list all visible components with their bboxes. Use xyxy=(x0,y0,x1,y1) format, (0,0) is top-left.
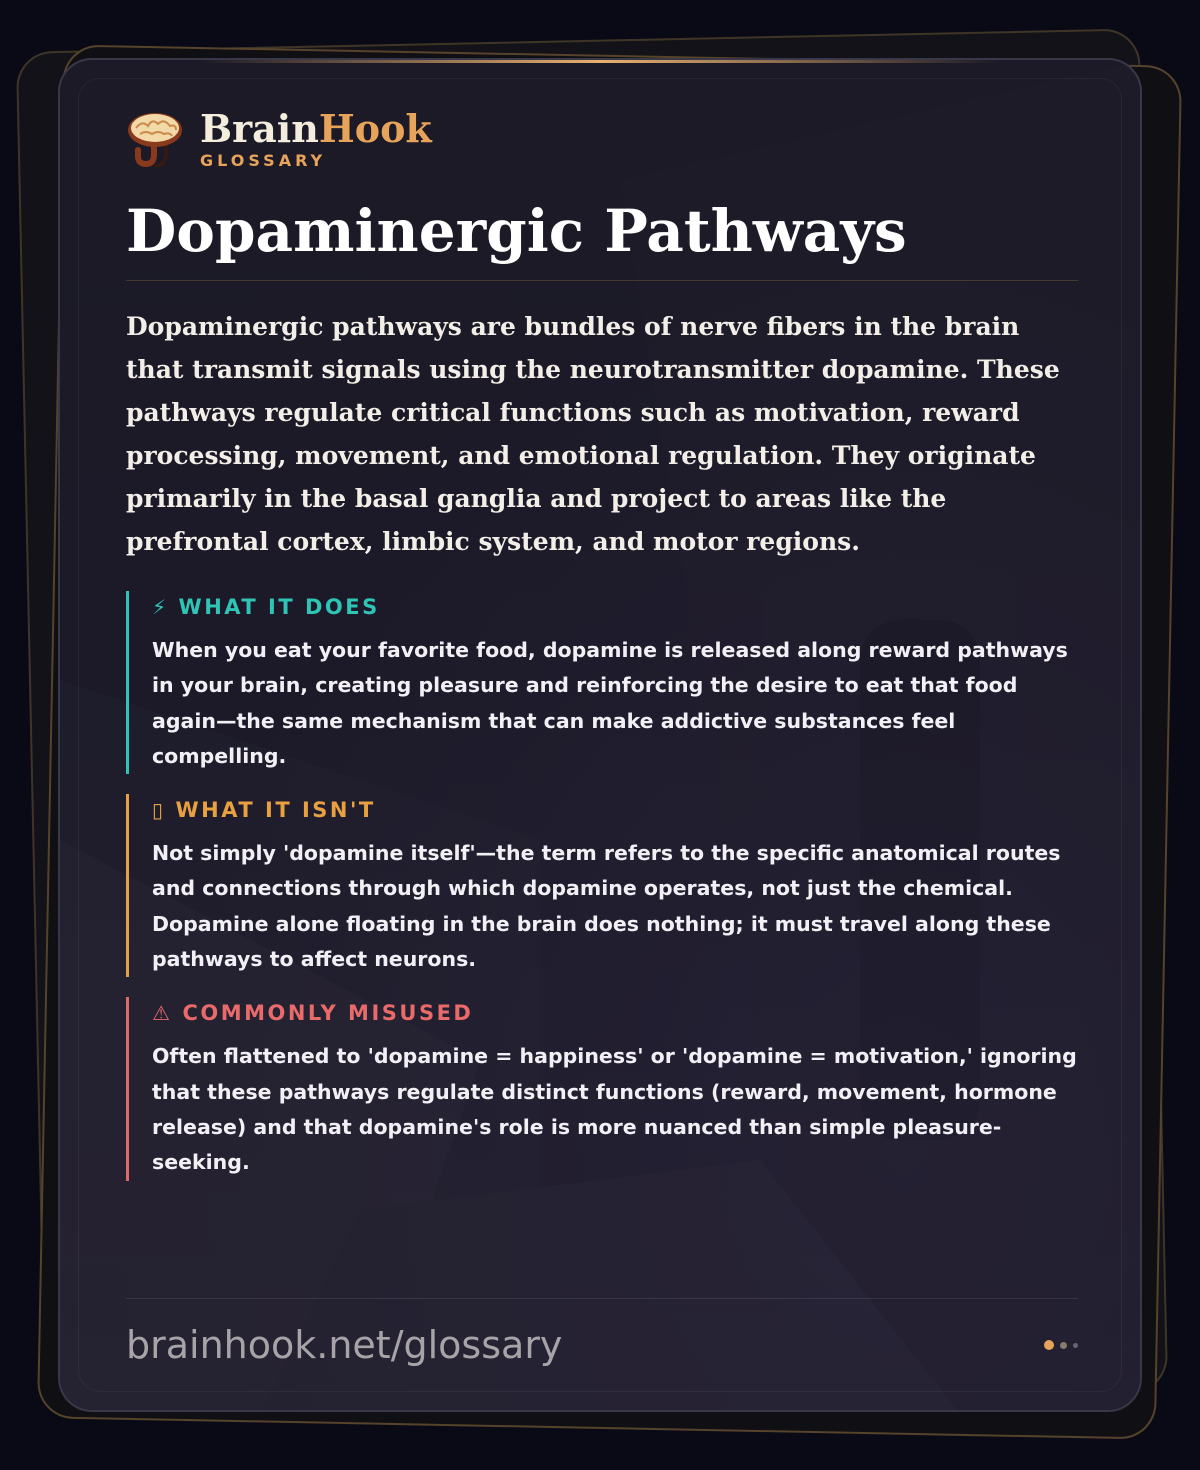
glossary-card xyxy=(58,58,1142,1412)
section-body: Not simply 'dopamine itself'—the term refers to the specific anatomical routes and connections through which dopamine operates, not just the chemical. Dopamine alone floating in the brain does nothing; it must travel along these pathways to affect neurons. xyxy=(152,841,1061,972)
section-heading xyxy=(152,997,1078,1029)
term-definition: Dopaminergic pathways are bundles of nerve fibers in the brain that transmit signals using the neurotransmitter dopamine. These pathways regulate critical functions such as motivation, reward processing, movement, and emotional regulation. They originate primarily in the basal ganglia and project to areas like the prefrontal cortex, limbic system, and motor regions. xyxy=(126,312,1060,556)
section-commonly-misused xyxy=(126,997,1078,1180)
brand-subtitle: GLOSSARY xyxy=(200,150,327,170)
pagination-dot-active[interactable] xyxy=(1044,1340,1054,1350)
section-body: When you eat your favorite food, dopamine is released along reward pathways in your brain, creating pleasure and reinforcing the desire to eat that food again—the same mechanism that can make addictive substances feel compelling. xyxy=(152,638,1068,768)
term-title: Dopaminergic Pathways xyxy=(126,196,1078,281)
footer-url-link[interactable]: brainhook.net/glossary xyxy=(126,1323,563,1367)
section-what-it-isnt xyxy=(126,794,1078,977)
pagination-dot[interactable] xyxy=(1060,1342,1067,1349)
section-what-it-does xyxy=(126,591,1078,774)
brain-hook-logo-icon xyxy=(126,110,184,168)
pagination-dot[interactable] xyxy=(1073,1343,1078,1348)
warning-icon: ⚠ xyxy=(152,1001,173,1026)
section-heading xyxy=(152,794,1078,826)
card-footer xyxy=(126,1298,1078,1389)
pagination-dots xyxy=(1038,1340,1078,1350)
section-heading-label: WHAT IT DOES xyxy=(178,595,380,619)
section-heading-label: WHAT IT ISN'T xyxy=(175,798,376,823)
section-heading xyxy=(152,591,1078,623)
card-content xyxy=(126,106,1078,1181)
section-heading-label: COMMONLY MISUSED xyxy=(182,1001,474,1026)
brand-name: BrainHook xyxy=(200,105,432,151)
lightning-icon: ⚡ xyxy=(152,595,169,619)
section-body: Often flattened to 'dopamine = happiness' or 'dopamine = motivation,' ignoring that these pathways regulate distinct functions (reward, movement, hormone release) and that dopamine's role is more nuanced than simple pleasure-seeking. xyxy=(152,1044,1077,1175)
missing-glyph-icon: ▯ xyxy=(152,798,166,823)
brand-header xyxy=(126,106,1078,172)
